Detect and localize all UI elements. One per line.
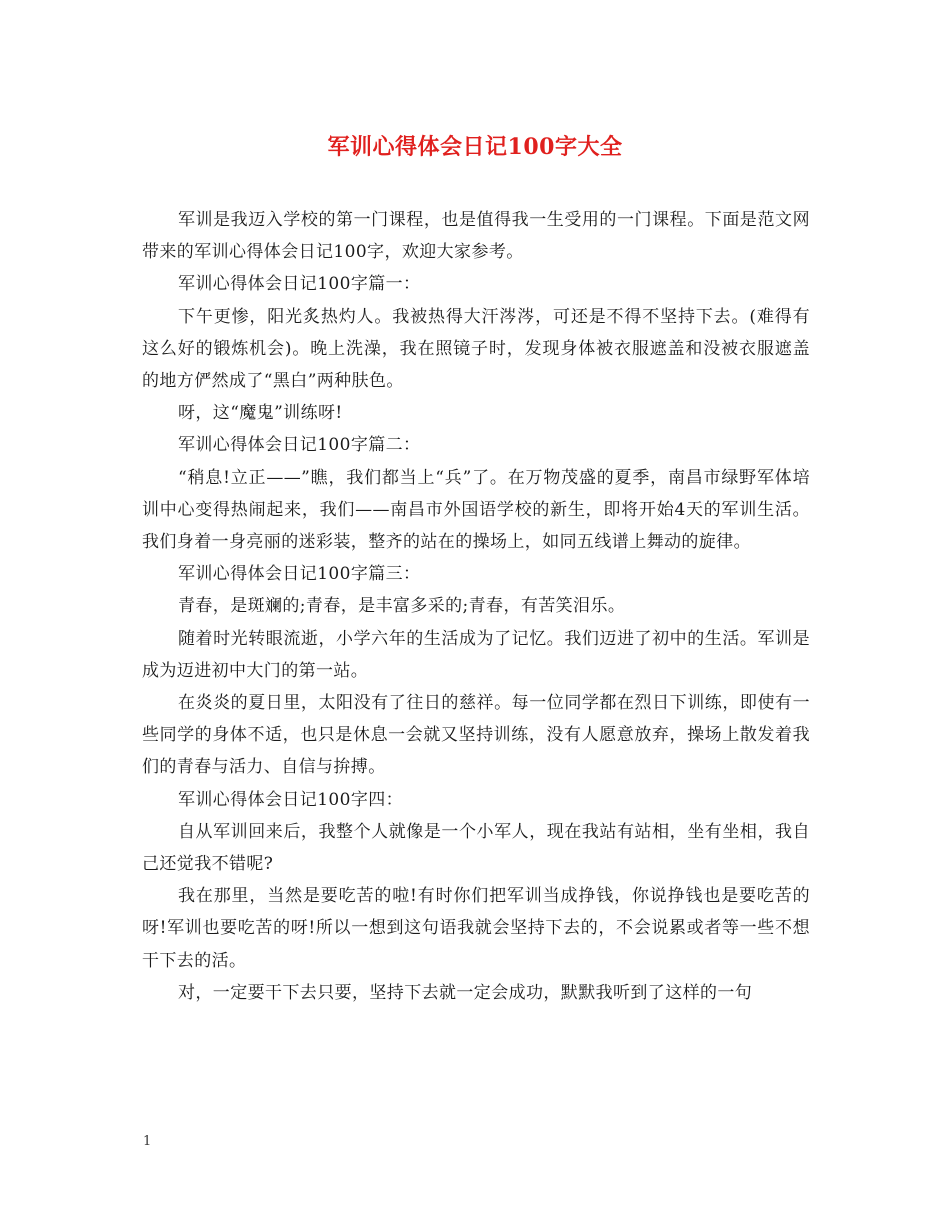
paragraph: 自从军训回来后，我整个人就像是一个小军人，现在我站有站相，坐有坐相，我自己还觉我不错呢? xyxy=(142,821,810,875)
section-heading-4: 军训心得体会日记100字四： xyxy=(178,789,404,810)
paragraph-intro: 军训是我迈入学校的第一门课程，也是值得我一生受用的一门课程。下面是范文网带来的军训心得体会日记100字，欢迎大家参考。 xyxy=(142,210,810,263)
paragraph: 下午更惨，阳光炙热灼人。我被热得大汗涔涔，可还是不得不坚持下去。(难得有这么好的锻炼机会)。晚上洗澡，我在照镜子时，发现身体被衣服遮盖和没被衣服遮盖的地方俨然成了“黑白”两种肤色。 xyxy=(142,306,810,392)
document-title: 军训心得体会日记100字大全 xyxy=(327,134,623,160)
paragraph: 随着时光转眼流逝，小学六年的生活成为了记忆。我们迈进了初中的生活。军训是成为迈进初中大门的第一站。 xyxy=(142,628,810,681)
page-number: 1 xyxy=(143,1134,152,1149)
section-heading-3: 军训心得体会日记100字篇三： xyxy=(178,564,421,585)
paragraph: 在炎炎的夏日里，太阳没有了往日的慈祥。每一位同学都在烈日下训练，即使有一些同学的身体不适，也只是休息一会就又坚持训练，没有人愿意放弃，操场上散发着我们的青春与活力、自信与拚搏。 xyxy=(142,693,810,778)
document-body xyxy=(142,204,810,1009)
paragraph: 呀，这“魔鬼”训练呀! xyxy=(178,403,343,424)
section-heading-2: 军训心得体会日记100字篇二： xyxy=(178,435,421,456)
paragraph: 青春，是斑斓的;青春，是丰富多采的;青春，有苦笑泪乐。 xyxy=(178,596,626,617)
section-heading-1: 军训心得体会日记100字篇一： xyxy=(178,274,421,295)
paragraph: “稍息!立正——”瞧，我们都当上“兵”了。在万物茂盛的夏季，南昌市绿野军体培训中心变得热闹起来，我们——南昌市外国语学校的新生，即将开始4天的军训生活。我们身着一身亮丽的迷彩装，整齐的站在的操场上，如同五线谱上舞动的旋律。 xyxy=(142,467,810,553)
paragraph: 我在那里，当然是要吃苦的啦!有时你们把军训当成挣钱，你说挣钱也是要吃苦的呀!军训也要吃苦的呀!所以一想到这句语我就会坚持下去的，不会说累或者等一些不想干下去的活。 xyxy=(142,886,810,971)
paragraph: 对，一定要干下去只要，坚持下去就一定会成功，默默我听到了这样的一句 xyxy=(178,982,753,1003)
